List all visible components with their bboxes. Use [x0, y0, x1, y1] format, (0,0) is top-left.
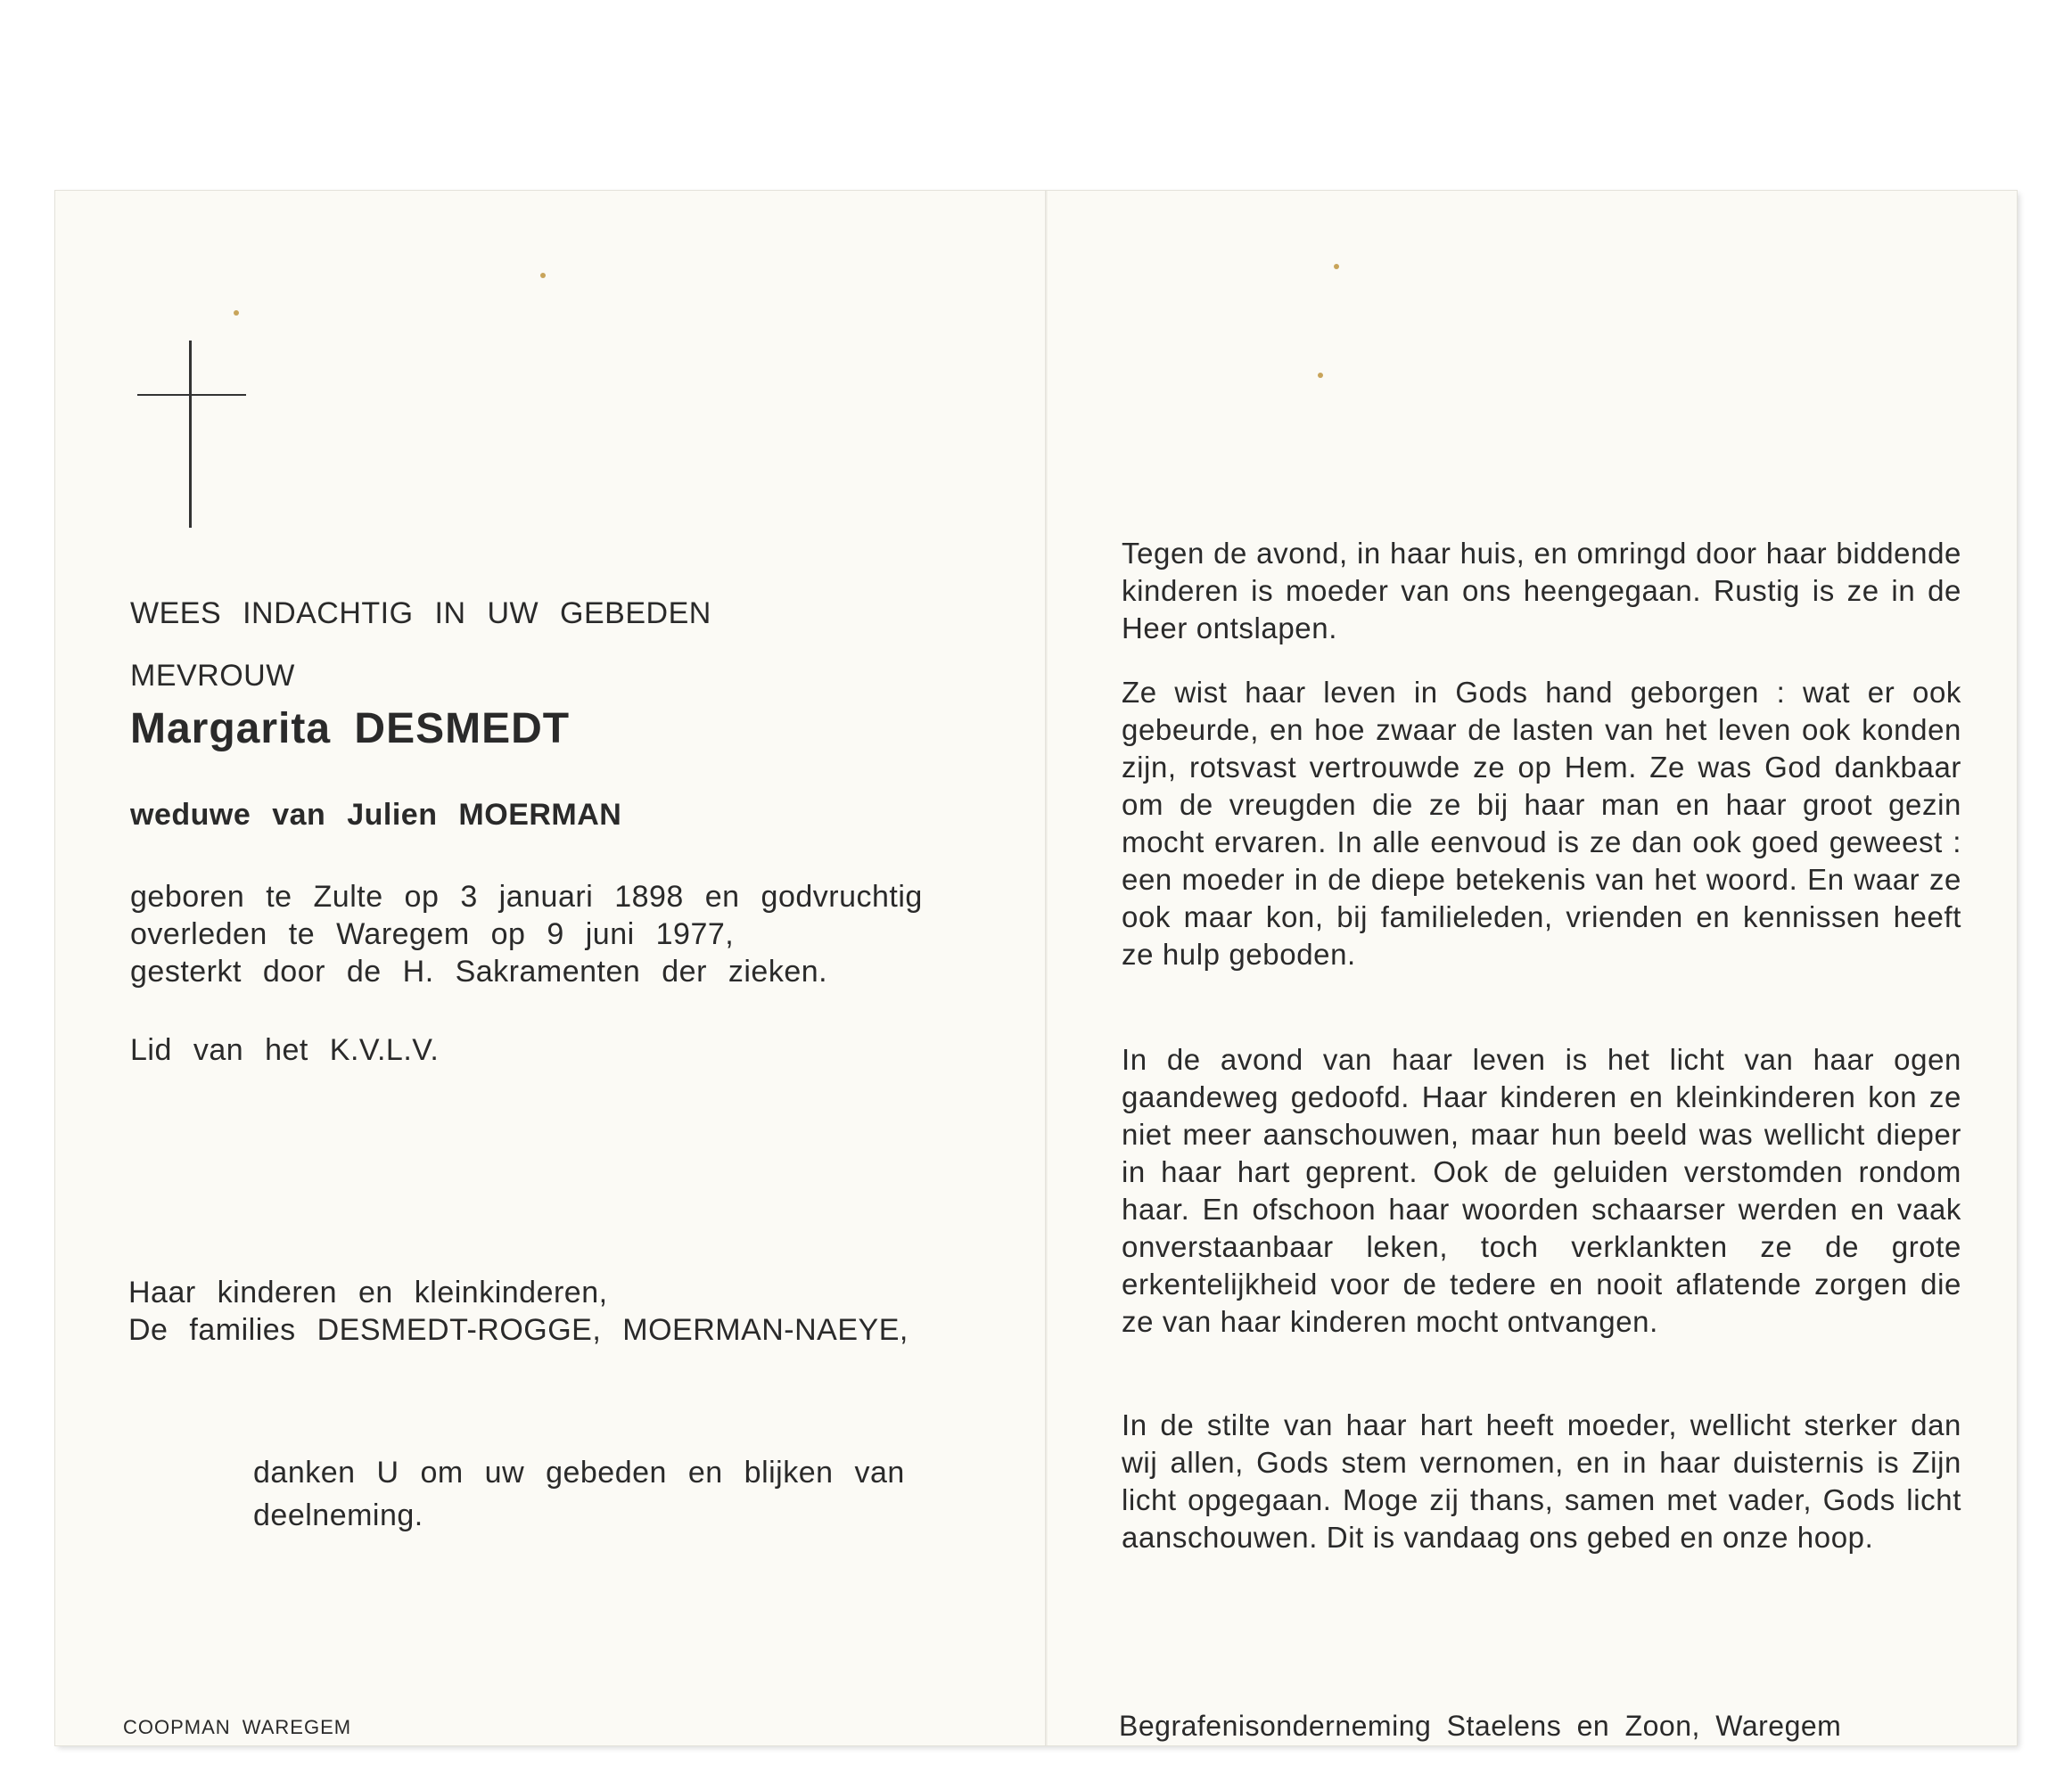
- prayer-paragraph-4: In de stilte van haar hart heeft moeder, wellicht sterker dan wij allen, Gods stem vernomen, en in haar duisternis is Zijn licht opgegaan. Moge zij thans, samen met vader, Gods licht aanschouwen. Dit is vandaag ons gebed en onze hoop.: [1122, 1408, 1961, 1554]
- ink-speck: [234, 310, 239, 316]
- undertaker-footer: Begrafenisonderneming Staelens en Zoon, Waregem: [1119, 1710, 1842, 1742]
- printer-mark: COOPMAN WAREGEM: [123, 1716, 352, 1738]
- sacraments-line: gesterkt door de H. Sakramenten der zieken.: [130, 955, 828, 989]
- remembrance-heading: WEES INDACHTIG IN UW GEBEDEN: [130, 596, 711, 630]
- family-line-1: Haar kinderen en kleinkinderen,: [128, 1276, 608, 1309]
- title-mevrouw: MEVROUW: [130, 659, 295, 693]
- thanks-line-1: danken U om uw gebeden en blijken van: [253, 1456, 905, 1490]
- right-panel: [1048, 191, 2017, 1745]
- ink-speck: [1318, 373, 1323, 378]
- left-panel: [55, 191, 1045, 1745]
- prayer-paragraph-3: In de avond van haar leven is het licht van haar ogen gaandeweg gedoofd. Haar kinderen en kleinkinderen kon ze niet meer aanschouwen, maar hun beeld was wellicht dieper in haar hart geprent. Ook de geluiden verstomden rondom haar. En ofschoon haar woorden schaarser werden en vaak onverstaanbaar leken, toch verklankten ze de grote erkentelijkheid voor de tedere en nooit aflatende zorgen die ze van haar kinderen mocht ontvangen.: [1122, 1043, 1961, 1338]
- deceased-name: Margarita DESMEDT: [130, 705, 571, 752]
- widow-of: weduwe van Julien MOERMAN: [130, 798, 622, 832]
- memorial-card: [55, 191, 2017, 1745]
- ink-speck: [540, 273, 546, 278]
- family-line-2: De families DESMEDT-ROGGE, MOERMAN-NAEYE,: [128, 1313, 909, 1347]
- prayer-paragraph-2: Ze wist haar leven in Gods hand geborgen : wat er ook gebeurde, en hoe zwaar de lasten van het leven ook konden zijn, rotsvast vertrouwde ze op Hem. Ze was God dankbaar om de vreugden die ze bij haar man en haar groot gezin mocht ervaren. In alle eenvoud is ze dan ook goed geweest : een moeder in de diepe betekenis van het woord. En waar ze ook maar kon, bij familieleden, vrienden en kennissen heeft ze hulp geboden.: [1122, 676, 1961, 971]
- prayer-paragraph-1: Tegen de avond, in haar huis, en omringd door haar biddende kinderen is moeder van ons heengegaan. Rustig is ze in de Heer ontslapen.: [1122, 537, 1961, 644]
- membership-line: Lid van het K.V.L.V.: [130, 1033, 440, 1067]
- birth-line: geboren te Zulte op 3 januari 1898 en godvruchtig: [130, 880, 923, 914]
- death-line: overleden te Waregem op 9 juni 1977,: [130, 917, 735, 951]
- ink-speck: [1334, 264, 1339, 269]
- thanks-line-2: deelneming.: [253, 1498, 423, 1532]
